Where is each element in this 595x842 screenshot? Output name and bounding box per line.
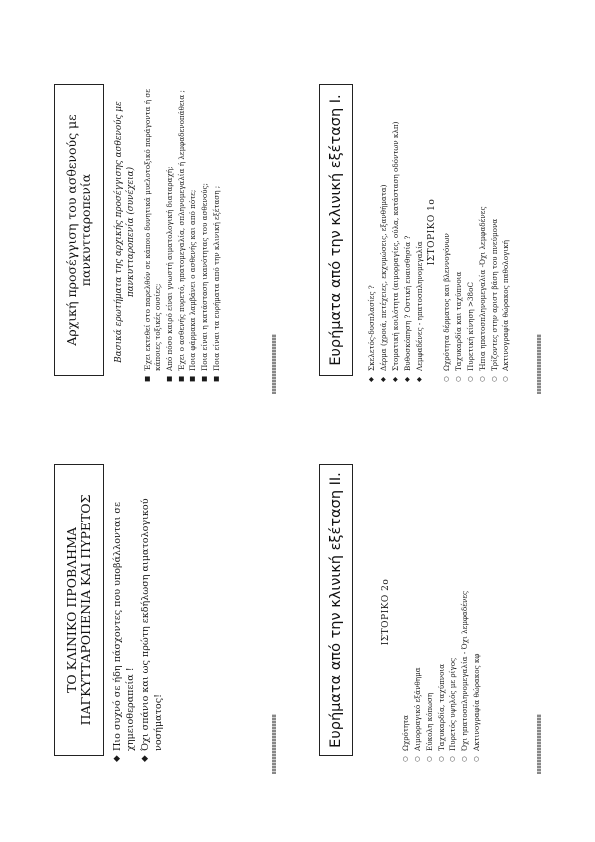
list-item: ◆ Σκελετός-δυσπλασίες ? — [367, 285, 376, 382]
bullet-icon: ■ — [212, 375, 221, 382]
diamond-bullet-icon: ◆ — [402, 377, 411, 382]
circle-bullet-icon: ○ — [453, 376, 462, 382]
decorative-bar — [272, 714, 276, 774]
list-item: ■ Ποια είναι τα ευρήματα από την κλινική εξέταση ; — [212, 185, 222, 382]
section-heading: ΙΣΤΟΡΙΚΟ 2ο — [381, 578, 391, 646]
slide-title: ΤΟ ΚΛΙΝΙΚΟ ΠΡΟΒΛΗΜΑ ΠΑΓΚΥΤΤΑΡΟΠΕΝΙΑ ΚΑΙ ΠΥΡΕΤΟΣ — [54, 464, 104, 756]
circle-bullet-icon: ○ — [441, 376, 450, 382]
circle-bullet-icon: ○ — [448, 756, 457, 762]
decorative-bar — [537, 714, 541, 774]
circle-bullet-icon: ○ — [412, 756, 421, 762]
diamond-bullet-icon: ◆ — [140, 755, 151, 762]
bullet-icon: ■ — [164, 375, 173, 382]
list-item: ■ Έχει ο ασθενής πυρετό, ηπατομεγαλία, σπληνομεγαλία ή λεμφαδενοπάθεια ; — [176, 90, 186, 382]
diamond-bullet-icon: ◆ — [378, 377, 387, 382]
slide-exam-findings-2 — [305, 440, 545, 780]
list-item: ○ Τρίζοντες στην αριστ βάση του πνεύμονα — [489, 218, 499, 382]
list-item: ○ Αιμορραγικό εξάνθημα — [412, 667, 422, 762]
diamond-bullet-icon: ◆ — [390, 377, 399, 382]
list-item: ○ Ταχυκαρδία και ταχύπνοια — [453, 271, 463, 382]
section-heading: ΙΣΤΟΡΙΚΟ 1ο — [427, 198, 438, 266]
slide-intro: Βασικά ερωτήματα της αρχικής προσέγγισης ασθενούς με πανκυτταροπενία (συνέχεια) — [114, 101, 136, 363]
diamond-bullet-icon: ◆ — [414, 377, 423, 382]
list-item: ■ Ποια φάρμακα λαμβάνει ο ασθενής και από πότε; — [188, 189, 198, 382]
circle-bullet-icon: ○ — [424, 756, 433, 762]
list-item: ○ Ωχρότητα — [400, 715, 410, 762]
list-item: ○ Πυρετός υψηλός με ρίγος — [448, 657, 458, 762]
list-item: ○ Ακτινογραφία θώρακος παθολογική — [501, 240, 511, 382]
list-item: ◆ Πιο συχνό σε ήδη πάσχοντες που υποβάλλονται σε χημειοθεραπεία ! — [112, 502, 136, 762]
slide-title: Ευρήματα από την κλινική εξέταση ΙΙ. — [319, 464, 353, 756]
bullet-icon: ■ — [176, 375, 185, 382]
list-item: ◆ Λεμφαδένες - ηπατοσπληνομεγαλία — [414, 241, 424, 382]
list-item: ○ Ήπια ηπατοσπληνομεγαλία -Όχι λεμφαδένες — [477, 206, 487, 382]
list-item: ◆ Δέρμα (χροιά, πετέχειες, εκχυμώσεις, εξανθήματα) — [378, 184, 388, 382]
decorative-bar — [537, 334, 541, 394]
list-item: ■ Ποια είναι η κατάσταση ικανότητας του ασθενούς; — [200, 183, 210, 382]
circle-bullet-icon: ○ — [460, 756, 469, 762]
circle-bullet-icon: ○ — [489, 376, 498, 382]
circle-bullet-icon: ○ — [472, 756, 481, 762]
bullet-icon: ■ — [188, 375, 197, 382]
list-item: ○ Πυρετική κίνηση >38oC — [465, 282, 475, 382]
list-item: ○ Ωχρότητα δέρματος και βλεννογόνων — [441, 233, 451, 382]
diamond-bullet-icon: ◆ — [367, 377, 375, 382]
list-item: ◆ Στοματική κοιλότητα (αιμορραγίες, ούλα, κατάσταση οδόντων κλπ) — [390, 121, 400, 382]
diamond-bullet-icon: ◆ — [112, 755, 122, 762]
slide-clinical-problem — [40, 440, 280, 780]
circle-bullet-icon: ○ — [400, 756, 409, 762]
list-item: ■ Από πόσο καιρό είναι γνωστή αιματολογική διαταραχή; — [164, 166, 174, 382]
circle-bullet-icon: ○ — [477, 376, 486, 382]
bullet-icon: ■ — [200, 375, 209, 382]
circle-bullet-icon: ○ — [436, 756, 445, 762]
slide-title: Ευρήματα από την κλινική εξέταση Ι. — [319, 84, 353, 376]
list-item: ○ Ταχυκαρδία, ταχύπνοια — [436, 663, 446, 762]
list-item: ◆ Όχι σπάνιο και ως πρώτη εκδήλωση αιματολογικού νοσήματος! — [140, 498, 165, 762]
list-item: ○ Όχι ηπατοσπληνομεγαλία - Όχι λεμφαδένες — [460, 590, 470, 762]
list-item: ○ Ακτινογραφία θώρακος κφ — [472, 653, 482, 762]
slide-exam-findings-1-anchor — [80, 60, 320, 400]
list-item: ◆ Βυθοσκόπηση ? Οστική ευαισθησία ? — [402, 235, 412, 382]
list-item: ○ Εύκολη κόπωση — [424, 692, 434, 762]
slide-title: Αρχική προσέγγιση του ασθενούς με πανκυτταροπενία — [54, 84, 104, 376]
slide-exam-findings-1 — [305, 60, 545, 400]
bullet-icon: ■ — [143, 375, 152, 382]
list-item: ■ Έχει εκτεθεί στο παρελθόν σε κάποιο δυνητικά μυελοτοξικό παράγοντα ή σε κάποιες τοξικές ουσίες; — [143, 89, 162, 382]
circle-bullet-icon: ○ — [501, 376, 510, 382]
circle-bullet-icon: ○ — [465, 376, 474, 382]
